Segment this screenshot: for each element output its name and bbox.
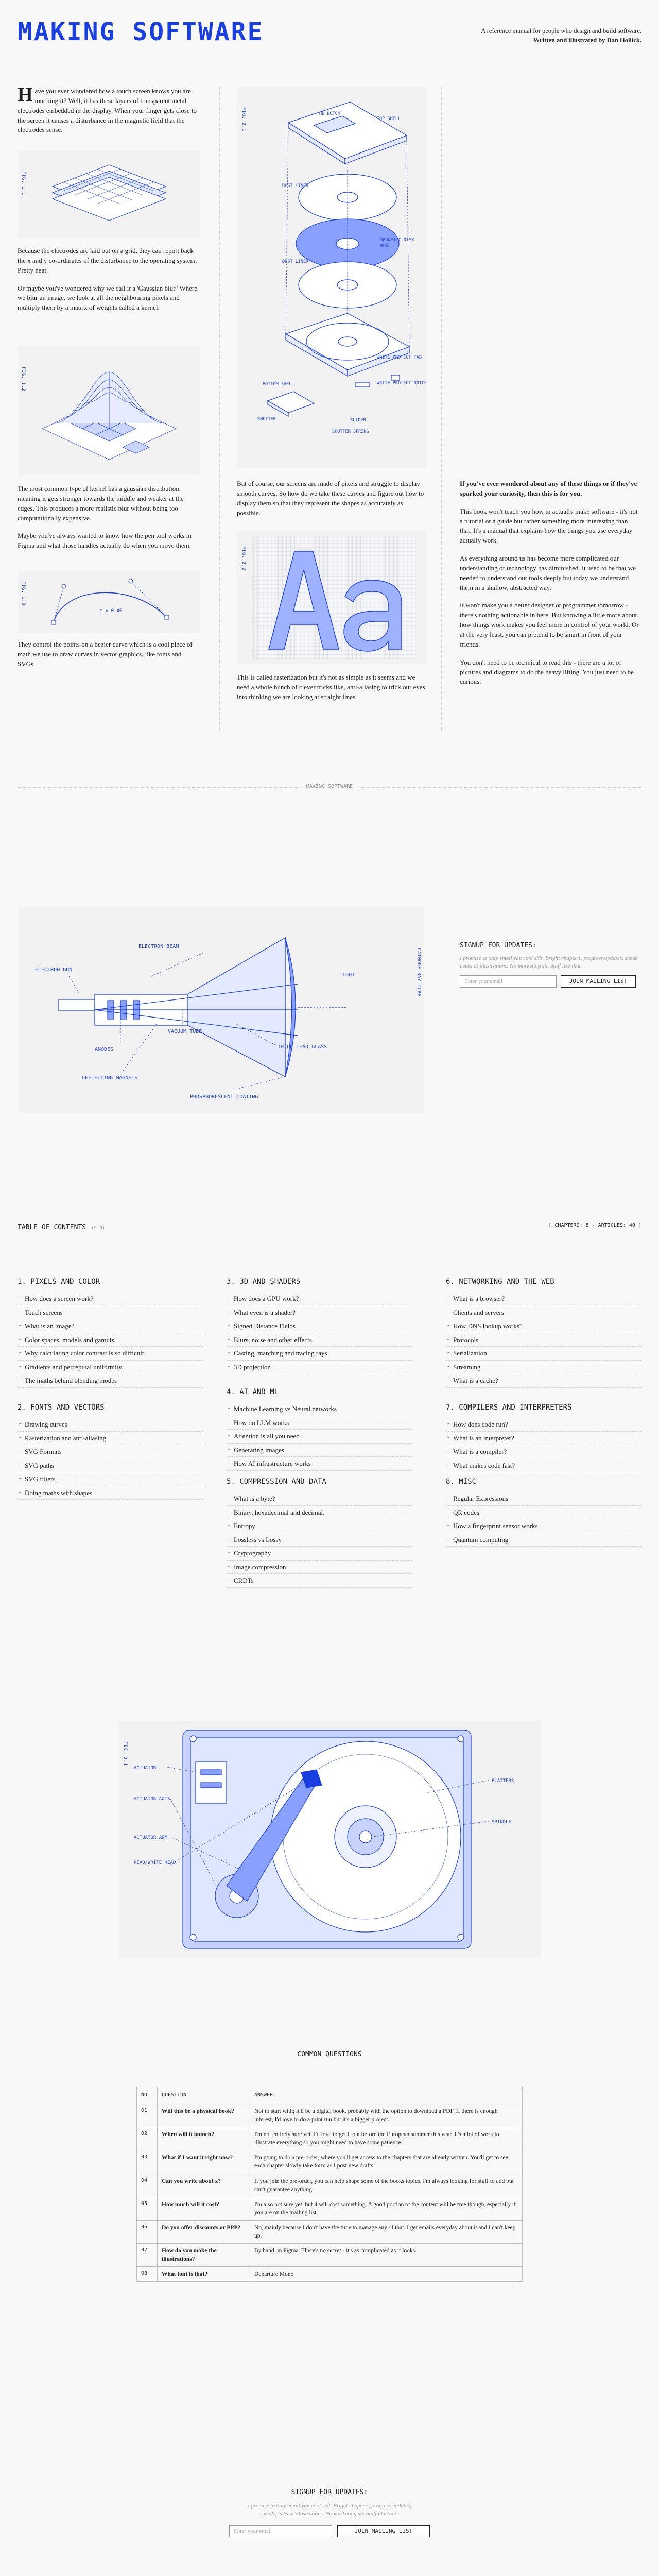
- toc-item[interactable]: Regular Expressions: [446, 1492, 641, 1506]
- email-field[interactable]: Enter your email: [229, 2525, 332, 2537]
- about-paragraph-3: As everything around us has become more complicated our understanding of technology has diminished. It used to be that we needed to understand our tools deeply but today we understand them in a shallow, abstracted way.: [460, 554, 636, 591]
- faq-title: COMMON QUESTIONS: [297, 2050, 362, 2058]
- toc-section-heading: 5. COMPRESSION AND DATA: [227, 1478, 326, 1486]
- intro-paragraph-1: [18, 84, 200, 135]
- crt-figure: [18, 907, 424, 1113]
- label-shutter: SHUTTER: [257, 417, 276, 422]
- about-column: [460, 479, 641, 687]
- fig-caption: FIG. 2.2: [241, 546, 246, 571]
- toc-section: [446, 1478, 641, 1547]
- toc-item[interactable]: Image compression: [227, 1561, 412, 1574]
- gaussian-kernel-figure: [18, 346, 200, 475]
- site-title: MAKING SOFTWARE: [18, 18, 264, 46]
- toc-item[interactable]: Signed Distance Fields: [227, 1319, 412, 1333]
- intro-column-4: [18, 640, 200, 669]
- faq-header-row: [137, 2087, 523, 2104]
- faq-table-wrap: [136, 2087, 523, 2282]
- crt-side-caption: CATHODE RAY TUBE: [416, 948, 421, 997]
- row-number: 05: [137, 2197, 158, 2220]
- toc-item[interactable]: Serialization: [446, 1347, 641, 1361]
- row-question: When will it launch?: [158, 2127, 250, 2150]
- fig-caption: FIG. 1.1: [21, 171, 26, 196]
- column-divider: [219, 87, 220, 731]
- toc-item[interactable]: Clients and servers: [446, 1306, 641, 1320]
- join-mailing-list-button[interactable]: JOIN MAILING LIST: [561, 975, 636, 988]
- gaussian-kernel-illustration: [18, 346, 200, 475]
- label-read-write-head: READ/WRITE HEAD: [134, 1860, 176, 1866]
- toc-item[interactable]: Touch screens: [18, 1306, 203, 1320]
- bezier-illustration: [18, 571, 200, 633]
- col-answer: ANSWER: [250, 2087, 523, 2104]
- row-answer: I'm not entirely sure yet. I'd love to get it out before the European summer this year. It's a lot of work to illustrate everything so you might need to have some patience.: [250, 2127, 523, 2150]
- label-electron-beam: ELECTRON BEAM: [138, 944, 179, 950]
- rasterization-figure: [237, 531, 426, 665]
- intro-paragraph-2: Because the electrodes are laid out on a grid, they can report back the x and y co-ordinates of the disturbance to the operating system. Pretty neat.: [18, 247, 197, 274]
- toc-item[interactable]: Streaming: [446, 1361, 641, 1375]
- toc-section: [18, 1403, 203, 1500]
- fig-caption: FIG. 1.2: [21, 367, 26, 392]
- column-divider: [441, 87, 442, 731]
- fig-caption: FIG. 3.1: [123, 1741, 128, 1766]
- intro-paragraph-4: The most common type of kernel has a gaussian distribution, meaning it gets stronger towards the middle and weaker at the edges. This produces a more realistic blur without being too computationally expensive.: [18, 485, 184, 522]
- divider-label: MAKING SOFTWARE: [301, 784, 358, 789]
- row-answer: By hand, in Figma. There's no secret - it's as complicated as it looks.: [250, 2244, 523, 2267]
- toc-item[interactable]: What makes code fast?: [446, 1459, 641, 1473]
- toc-item[interactable]: SVG paths: [18, 1459, 203, 1473]
- row-answer: I'm going to do a pre-order, where you'll get access to the chapters that are already written. You'll get to see each chapter slowly take form as I post new drafts.: [250, 2150, 523, 2174]
- row-answer: Departure Mono: [250, 2267, 523, 2282]
- about-paragraph-4: It won't make you a better designer or programmer tomorrow - there's nothing actionable in here. But knowing a little more about how things work makes you feel more in control of your world. Or at the very least, you can pretend to be smart in front of your friends.: [460, 601, 639, 648]
- table-row: [137, 2220, 523, 2243]
- label-write-protect-tab: WRITE PROTECT TAB: [377, 355, 422, 360]
- toc-section: [227, 1478, 412, 1588]
- toc-section: [227, 1388, 412, 1471]
- label-actuator-axis: ACTUATOR AXIS: [134, 1797, 170, 1802]
- label-spindle: SPINDLE: [492, 1820, 511, 1825]
- intro-paragraph-6: They control the points on a bezier curve which is a cool piece of math we use to draw curves in vector graphics, like fonts and SVGs.: [18, 640, 193, 668]
- col-question: QUESTION: [158, 2087, 250, 2104]
- row-answer: If you join the pre-order, you can help shape some of the books topics. I'm always looking for stuff to add but can't guarantee anything.: [250, 2174, 523, 2197]
- toc-item[interactable]: How does a GPU work?: [227, 1292, 412, 1306]
- label-top-shell: TOP SHELL: [377, 116, 401, 122]
- toc-item[interactable]: 3D projection: [227, 1361, 412, 1375]
- middle-text-1: [237, 479, 426, 518]
- floppy-disk-exploded-illustration: [237, 87, 426, 468]
- toc-item[interactable]: How a fingerprint sensor works: [446, 1519, 641, 1533]
- toc-item[interactable]: Protocols: [446, 1333, 641, 1347]
- toc-item[interactable]: Why calculating color contrast is so difficult.: [18, 1347, 203, 1361]
- row-number: 06: [137, 2220, 158, 2243]
- row-number: 01: [137, 2104, 158, 2127]
- label-platters: PLATTERS: [492, 1778, 514, 1784]
- toc-item[interactable]: SVG Formats: [18, 1445, 203, 1459]
- toc-item[interactable]: How does code run?: [446, 1418, 641, 1432]
- label-shutter-spring: SHUTTER SPRING: [332, 429, 369, 434]
- toc-section-heading: 3. 3D AND SHADERS: [227, 1278, 301, 1286]
- toc-item[interactable]: What even is a shader?: [227, 1306, 412, 1320]
- toc-item[interactable]: What is a byte?: [227, 1492, 412, 1506]
- row-question: Do you offer discounts or PPP?: [158, 2220, 250, 2243]
- label-slider: SLIDER: [350, 418, 366, 423]
- hard-drive-illustration: [118, 1721, 541, 1958]
- toc-item[interactable]: Casting, marching and tracing rays: [227, 1347, 412, 1361]
- toc-item[interactable]: Generating images: [227, 1444, 412, 1458]
- label-light: LIGHT: [339, 972, 355, 978]
- signup-title: SIGNUP FOR UPDATES:: [291, 2488, 368, 2496]
- toc-item[interactable]: Lossless vs Lossy: [227, 1533, 412, 1547]
- toc-item[interactable]: Blurs, noise and other effects.: [227, 1333, 412, 1347]
- toc-item[interactable]: What is a compiler?: [446, 1445, 641, 1459]
- label-write-protect-notch: WRITE PROTECT NOTCH: [377, 381, 426, 386]
- row-number: 03: [137, 2150, 158, 2174]
- about-paragraph-2: This book won't teach you how to actually make software - it's not a tutorial or a guide but rather something more interesting than that. It's a manual that explains how the things you use everyday actually work.: [460, 507, 638, 545]
- toc-section-heading: 4. AI AND ML: [227, 1388, 279, 1396]
- toc-section-heading: 1. PIXELS AND COLOR: [18, 1278, 100, 1286]
- toc-item[interactable]: Rasterization and anti-aliasing: [18, 1432, 203, 1446]
- toc-item[interactable]: Doing maths with shapes: [18, 1486, 203, 1500]
- toc-item[interactable]: How do LLM works: [227, 1416, 412, 1430]
- label-anodes: ANODES: [95, 1047, 114, 1053]
- label-dust-liner-1: DUST LINER: [282, 183, 309, 189]
- toc-section: [446, 1403, 641, 1472]
- row-answer: No, mainly because I don't have the time to manage any of that. I get emails everyday about it and I can't keep up.: [250, 2220, 523, 2243]
- label-vacuum-tube: VACUUM TUBE: [168, 1029, 202, 1035]
- table-row: [137, 2174, 523, 2197]
- toc-item[interactable]: Drawing curves: [18, 1418, 203, 1432]
- toc-item[interactable]: CRDTs: [227, 1574, 412, 1588]
- about-lead: If you've ever wondered about any of these things or if they've sparked your curiosity, then this is for you.: [460, 480, 637, 497]
- table-row: [137, 2150, 523, 2174]
- toc-item[interactable]: Gradients and perceptual uniformity.: [18, 1361, 203, 1375]
- toc-section-heading: 7. COMPILERS AND INTERPRETERS: [446, 1403, 572, 1412]
- crt-illustration: [18, 907, 424, 1113]
- table-row: [137, 2104, 523, 2127]
- toc-item[interactable]: Quantum computing: [446, 1533, 641, 1547]
- intro-paragraph-3: Or maybe you've wondered why we call it a 'Gaussian blur.' Where we blur an image, we look at all the neighbouring pixels and multiply them by a matrix of weights called a kernel.: [18, 284, 198, 312]
- toc-item[interactable]: What is an image?: [18, 1319, 203, 1333]
- toc-section-heading: 6. NETWORKING AND THE WEB: [446, 1278, 554, 1286]
- toc-summary: [ CHAPTERS: 8 · ARTICLES: 40 ]: [548, 1223, 641, 1228]
- row-question: Will this be a physical book?: [158, 2104, 250, 2127]
- bezier-figure: [18, 571, 200, 633]
- fig-caption: FIG. 2.1: [241, 107, 246, 132]
- toc-item[interactable]: Attention is all you need: [227, 1430, 412, 1444]
- toc-item[interactable]: Entropy: [227, 1519, 412, 1533]
- header-tagline-block: [481, 27, 641, 45]
- floppy-disk-figure: [237, 87, 426, 468]
- label-dust-liner-2: DUST LINER: [282, 259, 309, 264]
- middle-paragraph-1: But of course, our screens are made of pixels and struggle to display smooth curves. So how do we take these curves and figure out how to display them so that they represent the shapes as accurately as possible.: [237, 480, 424, 517]
- row-number: 04: [137, 2174, 158, 2197]
- about-paragraph-5: You don't need to be technical to read this - there are a lot of pictures and diagrams to do the heavy lifting. You just need to be curious.: [460, 658, 634, 686]
- row-question: Can you write about x?: [158, 2174, 250, 2197]
- intro-column: [18, 84, 200, 135]
- toc-section-heading: 8. MISC: [446, 1478, 477, 1486]
- drop-cap: H: [18, 84, 33, 106]
- toc-section-heading: 2. FONTS AND VECTORS: [18, 1403, 105, 1412]
- row-number: 07: [137, 2244, 158, 2267]
- row-answer: Not to start with; it'll be a digital book, probably with the option to download a PDF. If there is enough interest, I'd love to do a print run but it's a bigger project.: [250, 2104, 523, 2127]
- intro-column-2: [18, 246, 200, 313]
- bezier-t-label: t = 0.40: [100, 608, 123, 614]
- label-hub: HUB: [380, 244, 388, 249]
- toc-section: [446, 1278, 641, 1388]
- divider-label-wrap: [0, 784, 659, 789]
- toc-item[interactable]: How AI infrastructure works: [227, 1457, 412, 1471]
- fig-caption: FIG. 1.3: [21, 581, 26, 606]
- table-row: [137, 2244, 523, 2267]
- label-bottom-shell: BOTTOM SHELL: [263, 382, 294, 387]
- tagline: A reference manual for people who design and build software.: [481, 27, 641, 35]
- row-question: What if I want it right now?: [158, 2150, 250, 2174]
- col-no: NO: [137, 2087, 158, 2104]
- email-field[interactable]: Enter your email: [460, 975, 557, 988]
- toc-item[interactable]: What is a browser?: [446, 1292, 641, 1306]
- table-row: [137, 2127, 523, 2150]
- row-answer: I'm also not sure yet, but it will cost something. A good portion of the content will be free though, especially if you are on the mailing list.: [250, 2197, 523, 2220]
- signup-description: I promise to only email you cool shit. Bright chapters, progress updates, sneak peeks at illustrations. No marketing sir. Stuff like that.: [248, 2503, 411, 2517]
- toc-item[interactable]: QR codes: [446, 1506, 641, 1520]
- toc-item[interactable]: How does a screen work?: [18, 1292, 203, 1306]
- touch-screen-illustration: [18, 150, 200, 238]
- toc-section: [18, 1278, 203, 1388]
- toc-item[interactable]: What is an interpreter?: [446, 1432, 641, 1446]
- signup-bottom: [227, 2488, 432, 2537]
- label-actuator: ACTUATOR: [134, 1766, 157, 1771]
- signup-description: I promise to only email you cool shit. Bright chapters, progress updates, sneak peeks at illustrations. No marketing sir. Stuff like that.: [460, 955, 638, 969]
- row-question: What font is that?: [158, 2267, 250, 2282]
- intro-column-3: [18, 484, 200, 551]
- toc-item[interactable]: What is a cache?: [446, 1374, 641, 1388]
- intro-text-1: ave you ever wondered how a touch screen knows you are touching it? Well, it has these layers of transparent metal electrodes embedded in the display. When your finger gets close to the screen it causes a disturbance in the magnetic field that the electrodes sense.: [18, 87, 197, 134]
- row-number: 08: [137, 2267, 158, 2282]
- signup-title: SIGNUP FOR UPDATES:: [460, 942, 536, 950]
- signup-top: [460, 942, 641, 988]
- table-row: [137, 2267, 523, 2282]
- touch-screen-figure: [18, 150, 200, 238]
- toc-item[interactable]: Color spaces, models and gamuts.: [18, 1333, 203, 1347]
- rasterized-letterform-illustration: [237, 531, 426, 665]
- byline: Written and illustrated by Dan Hollick.: [533, 36, 641, 44]
- toc-item[interactable]: Cryptography: [227, 1547, 412, 1561]
- toc-item[interactable]: Binary, hexadecimal and decimal.: [227, 1506, 412, 1520]
- hard-drive-figure: [118, 1721, 541, 1958]
- label-hd-notch: HD NOTCH: [319, 111, 340, 116]
- middle-paragraph-2: This is called rasterization but it's not as simple as it seems and we need a whole bunch of clever tricks like, anti-aliasing to trick our eyes into thinking we are looking at straight lines.: [237, 673, 425, 701]
- intro-paragraph-5: Maybe you've always wanted to know how the pen tool works in Figma and what those handles actually do when you move them.: [18, 532, 192, 550]
- toc-count-small: (9.0): [91, 1226, 106, 1231]
- toc-header: [18, 1223, 641, 1233]
- label-actuator-arm: ACTUATOR ARM: [134, 1835, 168, 1840]
- row-question: How much will it cost?: [158, 2197, 250, 2220]
- label-deflecting-magnets: DEFLECTING MAGNETS: [82, 1075, 138, 1081]
- join-mailing-list-button[interactable]: JOIN MAILING LIST: [337, 2525, 430, 2537]
- toc-item[interactable]: Machine Learning vs Neural networks: [227, 1402, 412, 1416]
- label-electron-gun: ELECTRON GUN: [35, 967, 73, 973]
- toc-item[interactable]: SVG filters: [18, 1472, 203, 1486]
- row-number: 02: [137, 2127, 158, 2150]
- toc-item[interactable]: The maths behind blending modes: [18, 1374, 203, 1388]
- row-question: How do you make the illustrations?: [158, 2244, 250, 2267]
- label-phosphorescent-coating: PHOSPHORESCENT COATING: [190, 1094, 258, 1100]
- middle-text-2: [237, 673, 426, 702]
- faq-table: [136, 2087, 523, 2282]
- toc-item[interactable]: How DNS lookup works?: [446, 1319, 641, 1333]
- label-thick-lead-glass: THICK LEAD GLASS: [278, 1044, 327, 1050]
- toc-title: TABLE OF CONTENTS: [18, 1224, 89, 1231]
- label-magnetic-disk: MAGNETIC DISK: [380, 238, 414, 243]
- table-row: [137, 2197, 523, 2220]
- toc-section: [227, 1278, 412, 1374]
